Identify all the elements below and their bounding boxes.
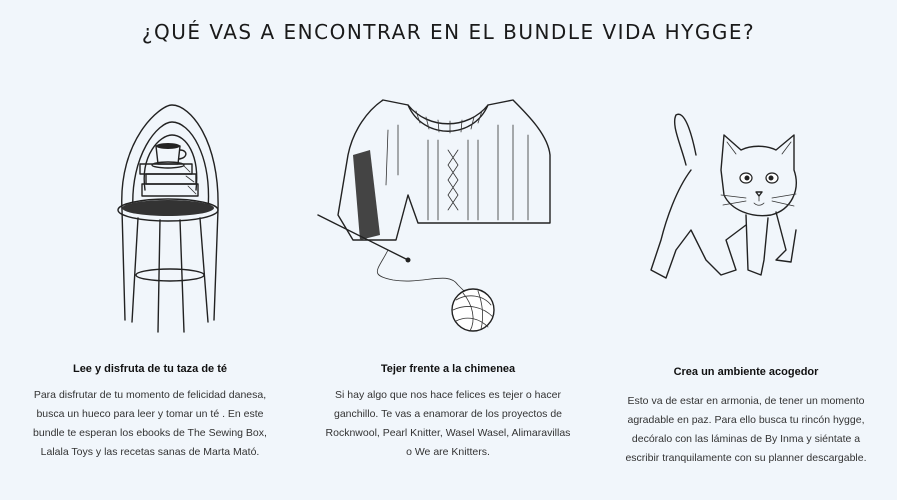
page-title: ¿QUÉ VAS A ENCONTRAR EN EL BUNDLE VIDA HYGGE? (141, 20, 756, 44)
feature-description: Para disfrutar de tu momento de felicidad danesa, busca un hueco para leer y tomar un té . En este bundle te esperan los ebooks de The Sewing Box, Lalala Toys y las recetas sanas de Marta Mató. (33, 389, 267, 458)
feature-heading: Crea un ambiente acogedor (673, 366, 819, 378)
knitted-sweater-and-yarn-icon (298, 95, 598, 335)
chair-with-tea-and-books-icon (0, 100, 300, 340)
feature-heading: Lee y disfruta de tu taza de té (72, 363, 228, 375)
feature-heading: Tejer frente a la chimenea (380, 363, 516, 375)
feature-description: Esto va de estar en armonia, de tener un momento agradable en paz. Para ello busca tu rincón hygge, decóralo con las láminas de By Inma y siéntate a escribir tranquilamente con su planner descargable. (625, 395, 867, 464)
kitten-icon (596, 110, 896, 310)
feature-description: Si hay algo que nos hace felices es tejer o hacer ganchillo. Te vas a enamorar de los proyectos de Rocknwool, Pearl Knitter, Wasel Wasel, Alimaravillas o We are Knitters. (325, 389, 571, 458)
